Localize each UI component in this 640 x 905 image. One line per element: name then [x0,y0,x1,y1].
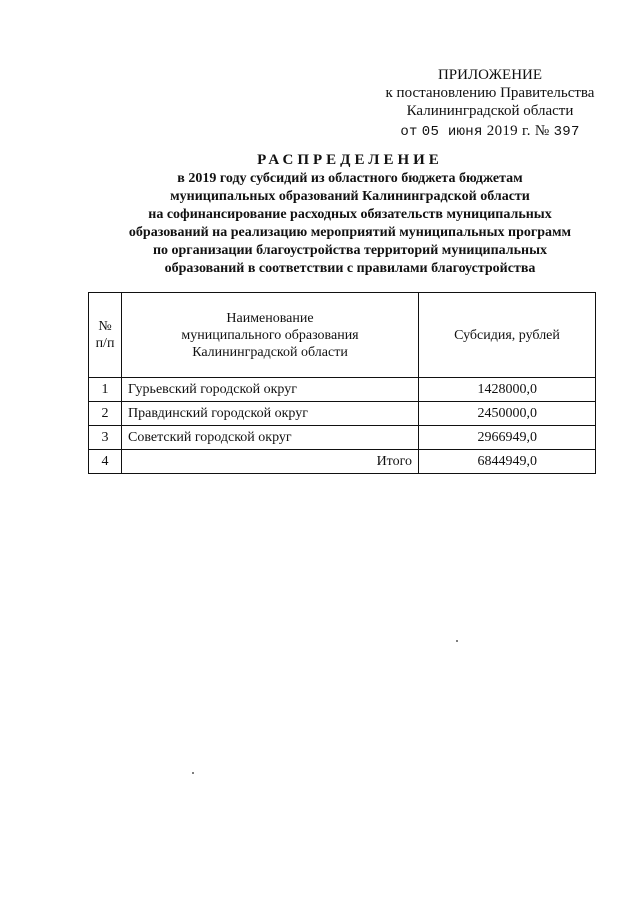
subtitle-line: муниципальных образований Калининградской области [170,189,530,204]
table-row [89,426,596,450]
title-block [60,150,640,278]
header-municipality [122,293,419,378]
header-number-sign: № [98,319,112,334]
subtitle-line: образований на реализацию мероприятий муниципальных программ [128,225,572,240]
total-label: Итого [122,450,419,474]
header-number [89,293,122,378]
appendix-resolution-line: к постановлению Правительства [385,85,595,101]
subtitle-line: в 2019 году субсидий из областного бюджета бюджетам [177,171,523,186]
header-subsidy: Субсидия, рублей [419,293,596,378]
table-total-row [89,450,596,474]
subtitle-line: образований в соответствии с правилами благоустройства [164,261,536,276]
row-subsidy: 1428000,0 [419,378,596,402]
scan-speck [456,640,458,642]
appendix-region-line: Калининградской области [406,103,574,119]
row-subsidy: 2450000,0 [419,402,596,426]
document-subtitle [60,170,640,278]
document-title: РАСПРЕДЕЛЕНИЕ [257,152,443,168]
table-row [89,402,596,426]
appendix-title: ПРИЛОЖЕНИЕ [437,67,543,83]
date-year: 2019 г. [486,123,531,139]
table-row [89,378,596,402]
row-number: 3 [89,426,122,450]
row-municipality: Советский городской округ [122,426,419,450]
subtitle-line: на софинансирование расходных обязательств муниципальных [148,207,552,222]
header-name-line: Наименование [226,310,314,326]
total-subsidy: 6844949,0 [419,450,596,474]
date-stamp: 05 июня [421,124,483,140]
row-municipality: Гурьевский городской округ [122,378,419,402]
header-name-line: муниципального образования [181,327,359,343]
total-row-number: 4 [89,450,122,474]
distribution-table [88,292,596,474]
header-number-abbr: п/п [95,336,115,351]
row-municipality: Правдинский городской округ [122,402,419,426]
subtitle-line: по организации благоустройства территорий муниципальных [152,243,548,258]
header-name-line: Калининградской области [192,344,348,360]
resolution-number: 397 [553,124,580,140]
number-sign: № [534,123,550,139]
row-subsidy: 2966949,0 [419,426,596,450]
approval-date-number [360,122,620,141]
row-number: 2 [89,402,122,426]
table-header-row [89,293,596,378]
row-number: 1 [89,378,122,402]
date-prefix: от [400,124,418,140]
appendix-header [360,66,620,141]
scan-speck [192,772,194,774]
